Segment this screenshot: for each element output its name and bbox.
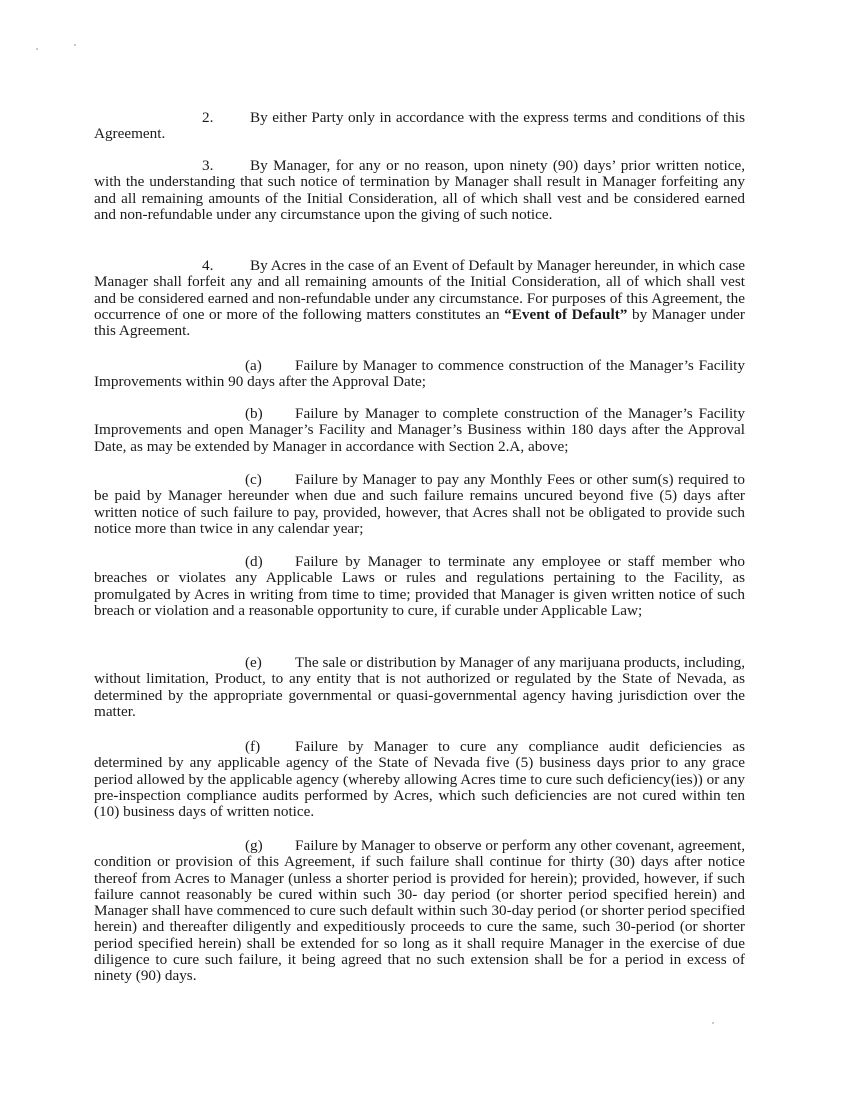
- item-label: (d): [245, 553, 263, 570]
- item-label: (b): [245, 405, 263, 422]
- default-item-a: [94, 358, 745, 391]
- item-text: Failure by Manager to complete construction of the Manager’s Facility Improvements and open Manager’s Facility and Manager’s Business within 180 days after the Approval Date, as may be extended by Manager in accordance with Section 2.A, above;: [94, 405, 745, 455]
- clause-number: 4.: [202, 257, 214, 274]
- termination-clause-4: [94, 258, 745, 339]
- default-item-b: [94, 406, 745, 455]
- clause-text-tail: by Manager under this Agreement.: [94, 305, 745, 340]
- scan-speck: [36, 48, 38, 50]
- item-label: (f): [245, 738, 261, 755]
- clause-text: By either Party only in accordance with the express terms and conditions of this Agreement.: [94, 109, 745, 143]
- item-label: (e): [245, 654, 262, 671]
- item-label: (a): [245, 357, 262, 374]
- item-label: (c): [245, 471, 262, 488]
- defined-term: “Event of Default”: [504, 305, 628, 323]
- clause-number: 2.: [202, 109, 214, 126]
- clause-number: 3.: [202, 157, 214, 174]
- termination-clause-3: [94, 158, 745, 223]
- default-item-d: [94, 554, 745, 619]
- termination-clause-2: [94, 110, 745, 143]
- default-item-f: [94, 739, 745, 820]
- item-text: Failure by Manager to terminate any employee or staff member who breaches or violates any Applicable Laws or rules and regulations pertaining to the Facility, as promulgated by Acres in writing from time to time; provided that Manager is given written notice of such breach or violation and a reasonable opportunity to cure, if curable under Applicable Law;: [94, 553, 745, 619]
- scan-speck: [712, 1022, 714, 1024]
- item-text: Failure by Manager to observe or perform any other covenant, agreement, condition or provision of this Agreement, if such failure shall continue for thirty (30) days after notice thereof from Acres to Manager (unless a shorter period is provided for herein); provided, however, if such failure cannot reasonably be cured within such 30- day period (or shorter period specified herein) and Manager shall have commenced to cure such default within such 30-day period (or shorter period specified herein) and thereafter diligently and expeditiously proceeds to cure the same, such 30-period (or shorter period specified herein) shall be extended for so long as it shall require Manager in the exercise of due diligence to cure such failure, it being agreed that no such extension shall be for a period in excess of ninety (90) days.: [94, 837, 745, 985]
- item-text: Failure by Manager to cure any compliance audit deficiencies as determined by any applicable agency of the State of Nevada five (5) business days prior to any grace period allowed by the applicable agency (whereby allowing Acres time to cure such deficiency(ies)) or any pre-inspection compliance audits performed by Acres, which such deficiencies are not cured within ten (10) business days of written notice.: [94, 738, 745, 821]
- default-item-g: [94, 838, 745, 985]
- scan-speck: [74, 44, 76, 46]
- default-item-e: [94, 655, 745, 720]
- item-text: Failure by Manager to pay any Monthly Fees or other sum(s) required to be paid by Manager hereunder when due and such failure remains uncured beyond five (5) days after written notice of such failure to pay, provided, however, that Acres shall not be obligated to provide such notice more than twice in any calendar year;: [94, 471, 745, 537]
- item-label: (g): [245, 837, 263, 854]
- clause-text: By Manager, for any or no reason, upon ninety (90) days’ prior written notice, with the understanding that such notice of termination by Manager shall result in Manager forfeiting any and all remaining amounts of the Initial Consideration, all of which shall vest and be considered earned and non-refundable under any circumstance upon the giving of such notice.: [94, 157, 745, 223]
- item-text: The sale or distribution by Manager of any marijuana products, including, without limitation, Product, to any entity that is not authorized or regulated by the State of Nevada, as determined by the appropriate governmental or quasi-governmental agency having jurisdiction over the matter.: [94, 654, 745, 720]
- default-item-c: [94, 472, 745, 537]
- clause-text: By Acres in the case of an Event of Default by Manager hereunder, in which case Manager shall forfeit any and all remaining amounts of the Initial Consideration, all of which shall vest and be considered earned and non-refundable under any circumstance. For purposes of this Agreement, the occurrence of one or more of the following matters constitutes an: [94, 257, 745, 323]
- item-text: Failure by Manager to commence construction of the Manager’s Facility Improvements within 90 days after the Approval Date;: [94, 357, 745, 391]
